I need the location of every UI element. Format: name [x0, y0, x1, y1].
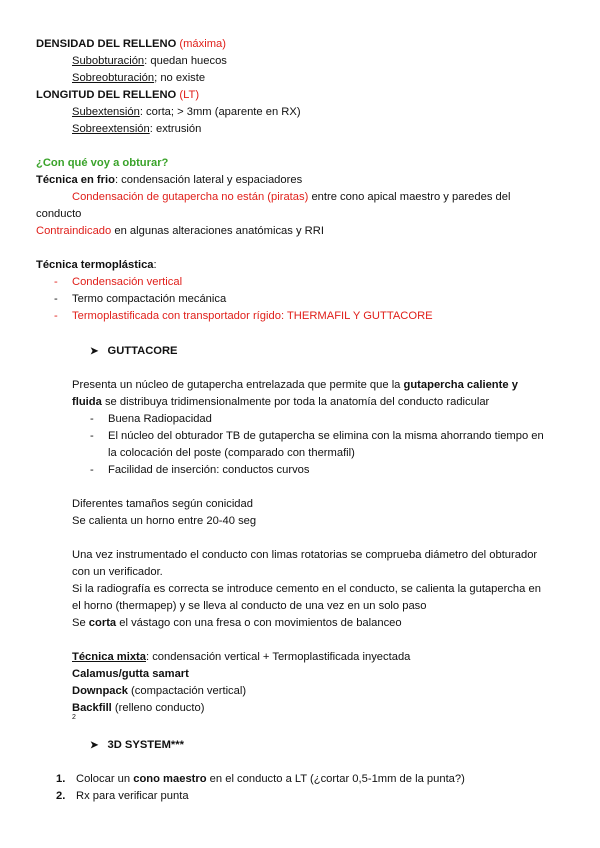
term: Subobturación — [72, 55, 145, 67]
longitud-note: (LT) — [179, 89, 200, 101]
system3d-heading — [90, 737, 184, 754]
text-run: se distribuya tridimensionalmente por toda la anatomía del conducto radicular — [101, 396, 490, 408]
termo-item-text: Condensación vertical — [72, 276, 183, 288]
dash-bullet: - — [90, 464, 94, 476]
termo-label: Técnica termoplástica — [36, 259, 154, 271]
dash-bullet: - — [90, 430, 94, 442]
bullet-text: Buena Radiopacidad — [108, 413, 212, 425]
term-desc: ; no existe — [154, 72, 206, 84]
text-run: Colocar un — [76, 773, 134, 785]
longitud-item-1 — [72, 104, 301, 121]
longitud-item-2 — [72, 121, 201, 138]
contraindicado-label: Contraindicado — [36, 225, 112, 237]
question-heading: ¿Con qué voy a obturar? — [36, 157, 169, 169]
term: Sobreobturación — [72, 72, 155, 84]
bold-run: cono maestro — [133, 773, 207, 785]
guttacore-p3-line-1: Una vez instrumentado el conducto con limas rotatorias se comprueba diámetro del obturador — [72, 549, 538, 561]
step-number: 1. — [56, 773, 66, 785]
step-text: Rx para verificar punta — [76, 790, 189, 802]
guttacore-p3-line-4: el horno (thermapep) y se lleva al conducto de una vez en un solo paso — [72, 600, 427, 612]
text-run: el vástago con una fresa o con movimientos de balanceo — [116, 617, 402, 629]
bold-run: Downpack — [72, 685, 128, 697]
densidad-title: DENSIDAD DEL RELLENO — [36, 38, 177, 50]
step-number: 2. — [56, 790, 66, 802]
guttacore-bullet-2-cont: la colocación del poste (comparado con thermafil) — [108, 447, 355, 459]
mixta-label: Técnica mixta — [72, 651, 146, 663]
termo-colon: : — [153, 259, 157, 271]
frio-line-4 — [36, 223, 324, 240]
arrow-icon: ➤ — [90, 346, 99, 357]
guttacore-p2-line-1: Diferentes tamaños según conicidad — [72, 498, 253, 510]
text-run: en el conducto a LT (¿cortar 0,5-1mm de la punta?) — [206, 773, 465, 785]
downpack-line — [72, 683, 246, 700]
text-run: Presenta un núcleo de gutapercha entrelazada que permite que la — [72, 379, 404, 391]
term-desc: : extrusión — [149, 123, 202, 135]
step-text — [76, 771, 465, 788]
bold-run: Backfill — [72, 702, 112, 714]
dash-bullet: - — [90, 413, 94, 425]
longitud-title: LONGITUD DEL RELLENO — [36, 89, 177, 101]
mixta-heading — [72, 649, 410, 666]
frio-highlight: Condensación de gutapercha no están (piratas) — [72, 191, 309, 203]
bold-run: gutapercha caliente y — [403, 379, 518, 391]
system3d-step-1 — [56, 771, 465, 788]
guttacore-p3-line-5 — [72, 615, 402, 632]
dash-bullet: - — [54, 276, 58, 288]
system3d-title: 3D SYSTEM*** — [107, 739, 184, 751]
term-desc: : quedan huecos — [144, 55, 227, 67]
termo-item-text: Termoplastificada con transportador rígido: THERMAFIL Y GUTTACORE — [72, 310, 433, 322]
term-desc: : corta; > 3mm (aparente en RX) — [139, 106, 301, 118]
bullet-text: Facilidad de inserción: conductos curvos — [108, 464, 310, 476]
termo-item-text: Termo compactación mecánica — [72, 293, 227, 305]
longitud-heading — [36, 87, 199, 104]
calamus-line: Calamus/gutta samart — [72, 668, 189, 680]
termo-heading — [36, 257, 157, 274]
bullet-text: El núcleo del obturador TB de gutapercha se elimina con la misma ahorrando tiempo en — [108, 430, 544, 442]
densidad-item-1 — [72, 53, 227, 70]
frio-text: entre cono apical maestro y paredes del — [308, 191, 511, 203]
term: Subextensión — [72, 106, 140, 118]
guttacore-heading — [90, 343, 178, 360]
arrow-icon: ➤ — [90, 740, 99, 751]
frio-line-1 — [36, 172, 302, 189]
densidad-note: (máxima) — [179, 38, 227, 50]
contraindicado-text: en algunas alteraciones anatómicas y RRI — [111, 225, 324, 237]
guttacore-p1-line-1 — [72, 377, 518, 394]
mixta-desc: : condensación vertical + Termoplastificada inyectada — [146, 651, 411, 663]
term: Sobreextensión — [72, 123, 150, 135]
densidad-item-2 — [72, 70, 205, 87]
text-run: Se — [72, 617, 89, 629]
frio-desc: : condensación lateral y espaciadores — [114, 174, 303, 186]
bold-run: fluida — [72, 396, 102, 408]
frio-line-3: conducto — [36, 208, 82, 220]
text-run: (relleno conducto) — [111, 702, 205, 714]
backfill-line — [72, 700, 204, 717]
guttacore-p3-line-2: con un verificador. — [72, 566, 163, 578]
bold-run: corta — [88, 617, 117, 629]
guttacore-p3-line-3: Si la radiografía es correcta se introduce cemento en el conducto, se calienta la gutapercha en — [72, 583, 541, 595]
frio-line-2 — [72, 189, 510, 206]
footnote-mark: 2 — [72, 714, 76, 721]
dash-bullet: - — [54, 293, 58, 305]
guttacore-title: GUTTACORE — [107, 345, 178, 357]
dash-bullet: - — [54, 310, 58, 322]
system3d-step-2 — [56, 788, 189, 805]
frio-label: Técnica en frio — [36, 174, 115, 186]
guttacore-p2-line-2: Se calienta un horno entre 20-40 seg — [72, 515, 257, 527]
guttacore-p1-line-2 — [72, 394, 489, 411]
densidad-heading — [36, 36, 226, 53]
text-run: (compactación vertical) — [127, 685, 247, 697]
